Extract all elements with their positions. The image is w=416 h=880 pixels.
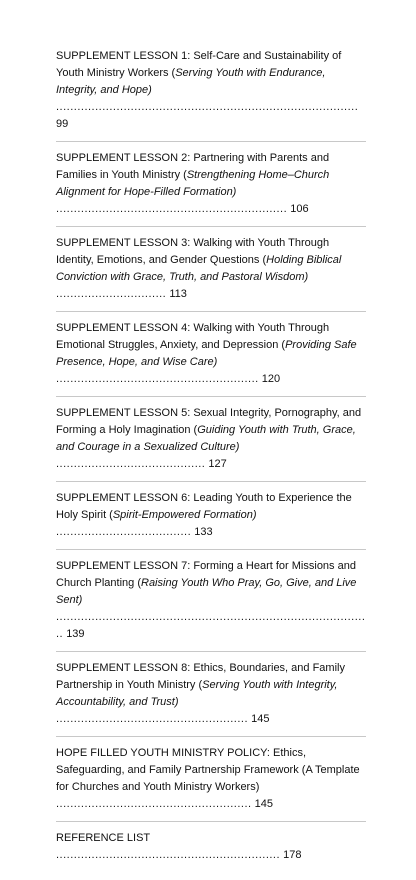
toc-entry-leader: ......................................................... [56, 373, 259, 385]
toc-entry-page-number: 145 [254, 798, 274, 810]
toc-entry-page-number: 139 [66, 628, 85, 640]
toc-entry-heading: SUPPLEMENT LESSON 2: Partnering with Parents and Families in Youth Ministry ( [56, 152, 330, 181]
toc-entry-supplement-lesson-7[interactable] [56, 558, 366, 652]
toc-entry-supplement-lesson-6[interactable] [56, 490, 366, 550]
toc-entry-leader: ................................................................. [56, 203, 288, 215]
toc-entry-page-number: 106 [290, 203, 309, 215]
toc-entry-page-number: 99 [56, 118, 69, 130]
toc-entry-supplement-lesson-5[interactable] [56, 405, 366, 482]
toc-entry-reference-list[interactable] [56, 830, 366, 872]
toc-entry-leader: .......................................... [56, 458, 206, 470]
toc-entry-leader: ............................................................... [56, 849, 281, 861]
toc-entry-leader: ....................................................... [56, 798, 252, 810]
toc-entry-supplement-lesson-3[interactable] [56, 235, 366, 312]
toc-entry-subtitle: Holding Biblical Conviction with Grace, Truth, and Pastoral Wisdom) [56, 254, 342, 283]
toc-entry-page-number: 113 [169, 288, 187, 300]
toc-entry-subtitle: Raising Youth Who Pray, Go, Give, and Live Sent) [56, 577, 357, 606]
toc-entry-heading: SUPPLEMENT LESSON 3: Walking with Youth Through Identity, Emotions, and Gender Questions ( [56, 237, 330, 266]
toc-entry-leader: ......................................................................................... [56, 611, 366, 640]
toc-entry-policy[interactable] [56, 745, 366, 822]
toc-entry-supplement-lesson-8[interactable] [56, 660, 366, 737]
toc-entry-subtitle: Providing Safe Presence, Hope, and Wise Care) [56, 339, 357, 368]
toc-entry-leader: ...................................................... [56, 713, 249, 725]
toc-entry-heading: SUPPLEMENT LESSON 5: Sexual Integrity, Pornography, and Forming a Holy Imagination ( [56, 407, 362, 436]
toc-entry-page-number: 120 [261, 373, 281, 385]
toc-entry-subtitle: Serving Youth with Endurance, Integrity, and Hope) [56, 67, 326, 96]
toc-entry-subtitle: Strengthening Home–Church Alignment for Hope-Filled Formation) [56, 169, 330, 198]
toc-entry-subtitle: Spirit-Empowered Formation) [112, 509, 257, 521]
toc-entry-page-number: 127 [208, 458, 227, 470]
toc-entry-page-number: 145 [251, 713, 270, 725]
toc-entry-supplement-lesson-2[interactable] [56, 150, 366, 227]
toc-entry-heading: REFERENCE LIST [56, 832, 151, 844]
toc-entry-leader: ..................................................................................... [56, 101, 359, 113]
toc-entry-page-number: 133 [194, 526, 213, 538]
toc-entry-heading: SUPPLEMENT LESSON 8: Ethics, Boundaries, and Family Partnership in Youth Ministry ( [56, 662, 345, 691]
table-of-contents [56, 48, 366, 880]
toc-entry-heading: SUPPLEMENT LESSON 4: Walking with Youth Through Emotional Struggles, Anxiety, and Depression ( [56, 322, 330, 351]
toc-entry-leader: ...................................... [56, 526, 192, 538]
toc-entry-heading: HOPE FILLED YOUTH MINISTRY POLICY: Ethics, Safeguarding, and Family Partnership Framework (A Template for Churches and Youth Ministry Workers) [56, 747, 360, 793]
toc-entry-supplement-lesson-4[interactable] [56, 320, 366, 397]
toc-entry-supplement-lesson-1[interactable] [56, 48, 366, 142]
toc-entry-heading: SUPPLEMENT LESSON 1: Self-Care and Sustainability of Youth Ministry Workers ( [56, 50, 342, 79]
toc-entry-leader: ............................... [56, 288, 167, 300]
toc-entry-subtitle: Serving Youth with Integrity, Accountability, and Trust) [56, 679, 338, 708]
toc-entry-heading: SUPPLEMENT LESSON 6: Leading Youth to Experience the Holy Spirit ( [56, 492, 352, 521]
toc-entry-page-number: 178 [283, 849, 302, 861]
toc-entry-heading: SUPPLEMENT LESSON 7: Forming a Heart for Missions and Church Planting ( [56, 560, 356, 589]
toc-entry-subtitle: Guiding Youth with Truth, Grace, and Courage in a Sexualized Culture) [56, 424, 356, 453]
